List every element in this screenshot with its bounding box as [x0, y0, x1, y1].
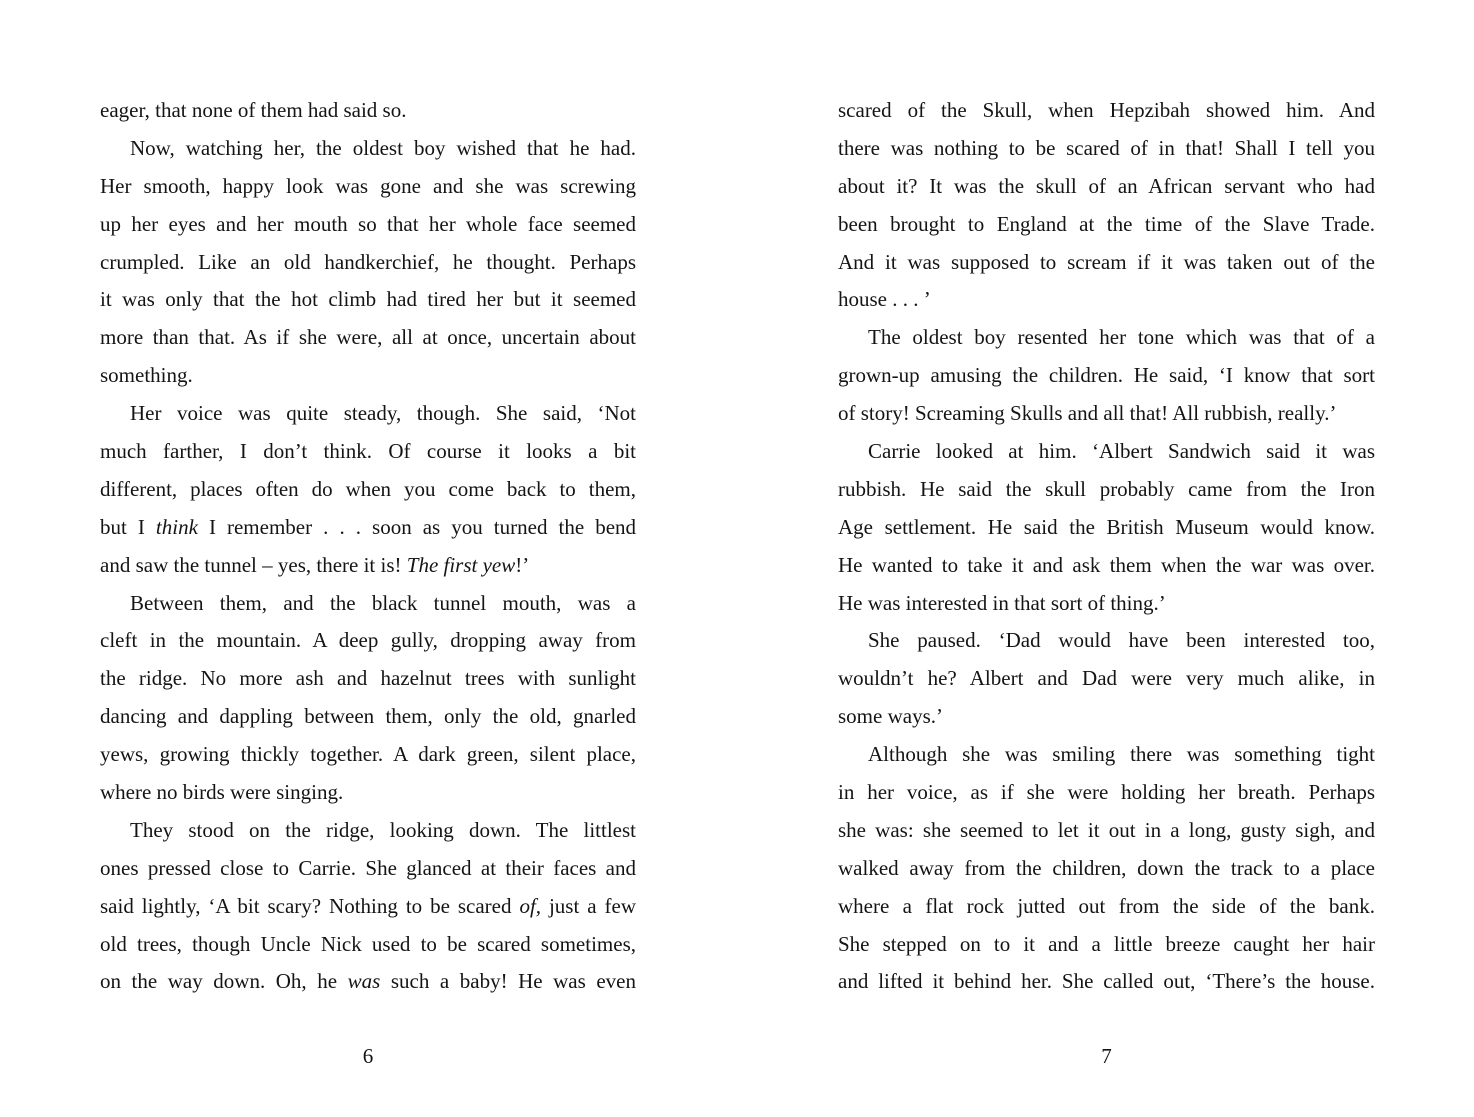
- text-line: much farther, I don’t think. Of course it looks a bit: [100, 439, 636, 464]
- text-line: in her voice, as if she were holding her breath. Perhaps: [838, 780, 1375, 805]
- text-line: some ways.’: [838, 704, 943, 729]
- text-line: something.: [100, 363, 193, 388]
- paragraph: [100, 395, 636, 584]
- text-line: crumpled. Like an old handkerchief, he thought. Perhaps: [100, 249, 636, 274]
- text-line: The oldest boy resented her tone which was that of a: [868, 325, 1375, 350]
- text-line: scared of the Skull, when Hepzibah showed him. And: [838, 98, 1375, 122]
- text-line: Her smooth, happy look was gone and she was screwing: [100, 173, 636, 198]
- text-line: dancing and dappling between them, only the old, gnarled: [100, 704, 636, 729]
- text-line: She stepped on to it and a little breeze caught her hair: [838, 931, 1375, 956]
- text-line: but I think I remember . . . soon as you turned the bend: [100, 514, 636, 539]
- paragraph: [838, 92, 1375, 319]
- text-line: Between them, and the black tunnel mouth, was a: [130, 590, 636, 615]
- page-text: [838, 92, 1375, 1001]
- text-line: yews, growing thickly together. A dark green, silent place,: [100, 742, 636, 767]
- paragraph: [100, 812, 636, 1001]
- text-line: where no birds were singing.: [100, 780, 344, 805]
- text-line: it was only that the hot climb had tired her but it seemed: [100, 287, 636, 312]
- text-line: They stood on the ridge, looking down. The littlest: [130, 817, 636, 842]
- italic-text: of,: [519, 893, 542, 918]
- text-line: He was interested in that sort of thing.’: [838, 590, 1166, 615]
- text-line: different, places often do when you come back to them,: [100, 476, 636, 501]
- text-line: grown-up amusing the children. He said, ‘I know that sort: [838, 363, 1375, 388]
- text-line: rubbish. He said the skull probably came from the Iron: [838, 476, 1375, 501]
- paragraph: [100, 130, 636, 395]
- text-line: Although she was smiling there was something tight: [868, 742, 1375, 767]
- text-line: up her eyes and her mouth so that her whole face seemed: [100, 211, 636, 236]
- text-line: and saw the tunnel – yes, there it is! The first yew!’: [100, 552, 530, 577]
- paragraph: [100, 585, 636, 812]
- page-number: 7: [1101, 1044, 1112, 1068]
- text-line: Now, watching her, the oldest boy wished that he had.: [130, 135, 636, 160]
- page-right: [838, 92, 1375, 1082]
- text-line: Carrie looked at him. ‘Albert Sandwich said it was: [868, 439, 1375, 464]
- text-line: there was nothing to be scared of in that! Shall I tell you: [838, 135, 1375, 160]
- text-line: she was: she seemed to let it out in a long, gusty sigh, and: [838, 817, 1375, 842]
- text-line: wouldn’t he? Albert and Dad were very much alike, in: [838, 666, 1375, 691]
- text-line: house . . . ’: [838, 287, 931, 312]
- text-line: ones pressed close to Carrie. She glanced at their faces and: [100, 855, 636, 880]
- text-line: cleft in the mountain. A deep gully, dropping away from: [100, 628, 636, 653]
- paragraph: [838, 319, 1375, 433]
- text-line: on the way down. Oh, he was such a baby! He was even: [100, 969, 636, 994]
- text-line: eager, that none of them had said so.: [100, 98, 407, 122]
- paragraph: [838, 736, 1375, 1001]
- text-line: said lightly, ‘A bit scary? Nothing to be scared of, just a few: [100, 893, 636, 918]
- text-line: He wanted to take it and ask them when the war was over.: [838, 552, 1375, 577]
- paragraph: [838, 622, 1375, 736]
- text-line: been brought to England at the time of the Slave Trade.: [838, 211, 1375, 236]
- page-left: [100, 92, 636, 1082]
- text-line: the ridge. No more ash and hazelnut trees with sunlight: [100, 666, 636, 691]
- paragraph: [838, 433, 1375, 622]
- italic-text: The first yew: [406, 552, 516, 577]
- page-number: 6: [362, 1044, 374, 1068]
- text-line: of story! Screaming Skulls and all that! All rubbish, really.’: [838, 401, 1337, 426]
- text-line: Age settlement. He said the British Museum would know.: [838, 514, 1375, 539]
- page-text: [100, 92, 636, 1001]
- text-line: She paused. ‘Dad would have been interested too,: [868, 628, 1375, 653]
- text-line: more than that. As if she were, all at once, uncertain about: [100, 325, 636, 350]
- text-line: walked away from the children, down the track to a place: [838, 855, 1375, 880]
- text-line: And it was supposed to scream if it was taken out of the: [838, 249, 1375, 274]
- paragraph: [100, 92, 636, 130]
- text-line: old trees, though Uncle Nick used to be scared sometimes,: [100, 931, 636, 956]
- italic-text: think: [155, 514, 198, 539]
- italic-text: was: [347, 969, 381, 994]
- text-line: about it? It was the skull of an African servant who had: [838, 173, 1375, 198]
- text-line: Her voice was quite steady, though. She said, ‘Not: [130, 401, 636, 426]
- text-line: where a flat rock jutted out from the side of the bank.: [838, 893, 1375, 918]
- text-line: and lifted it behind her. She called out, ‘There’s the house.: [838, 969, 1375, 994]
